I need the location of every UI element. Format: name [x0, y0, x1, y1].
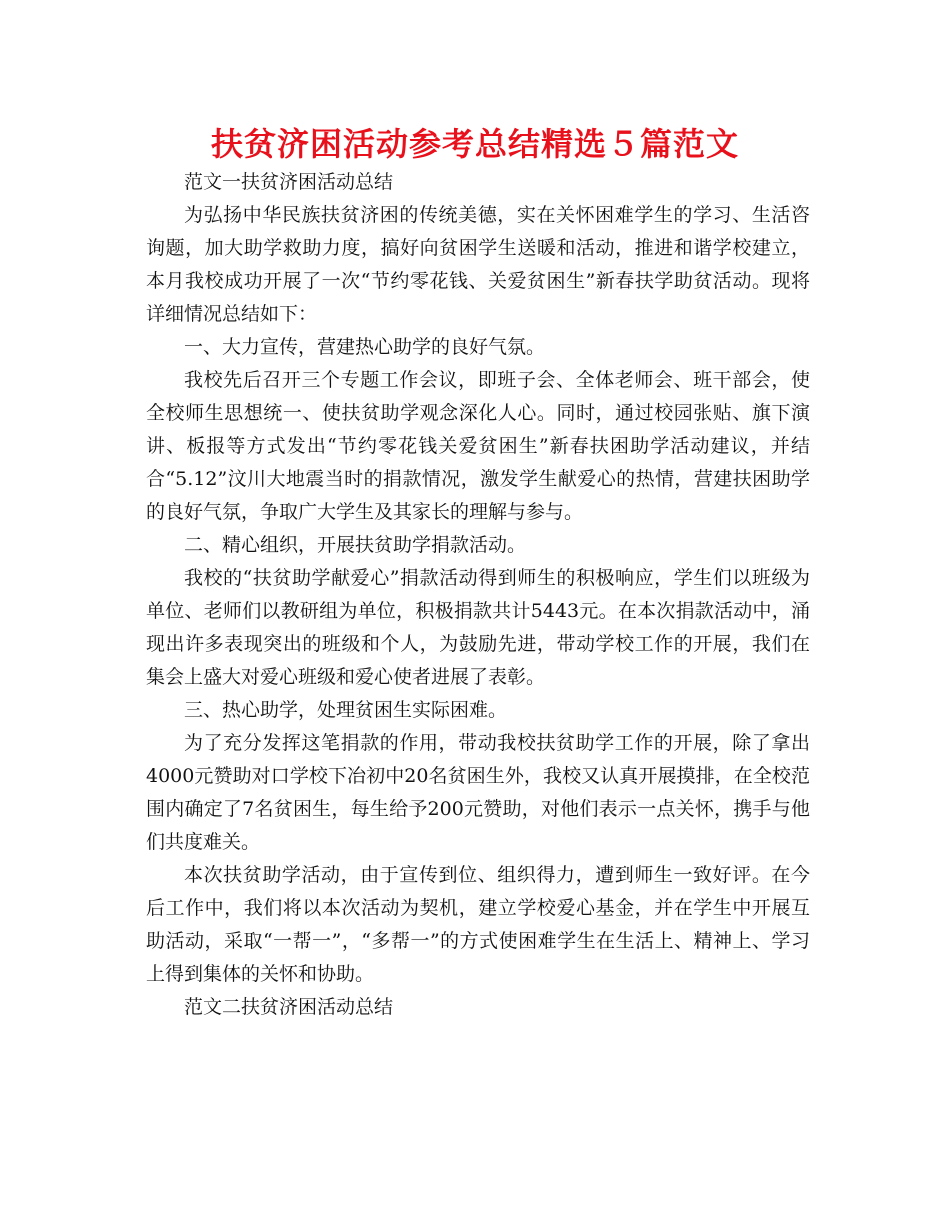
section-heading-2: 二、精心组织，开展扶贫助学捐款活动。 — [184, 534, 527, 556]
paragraph-donation: 我校的“扶贫助学献爱心”捐款活动得到师生的积极响应，学生们以班级为单位、老师们以教研组为单位，积极捐款共计5443元。在本次捐款活动中，涌现出许多表现突出的班级和个人，为鼓励先进，带动学校工作的开展，我们在集会上盛大对爱心班级和爱心使者进展了表彰。 — [146, 567, 810, 688]
section-heading-essay-1: 范文一扶贫济困活动总结 — [184, 171, 394, 193]
section-heading-3: 三、热心助学，处理贫困生实际困难。 — [184, 699, 508, 721]
paragraph-intro: 为弘扬中华民族扶贫济困的传统美德，实在关怀困难学生的学习、生活咨询题，加大助学救助力度，搞好向贫困学生送暖和活动，推进和谐学校建立，本月我校成功开展了一次“节约零花钱、关爱贫困生”新春扶学助贫活动。现将详细情况总结如下： — [146, 204, 810, 325]
paragraph-summary: 本次扶贫助学活动，由于宣传到位、组织得力，遭到师生一致好评。在今后工作中，我们将以本次活动为契机，建立学校爱心基金，并在学生中开展互助活动，采取“一帮一”，“多帮一”的方式使困难学生在生活上、精神上、学习上得到集体的关怀和协助。 — [146, 864, 810, 985]
document-title: 扶贫济困活动参考总结精选５篇范文 — [210, 125, 739, 163]
paragraph-publicity: 我校先后召开三个专题工作会议，即班子会、全体老师会、班干部会，使全校师生思想统一、使扶贫助学观念深化人心。同时，通过校园张贴、旗下演讲、板报等方式发出“节约零花钱关爱贫困生”新春扶困助学活动建议，并结合“5.12”汶川大地震当时的捐款情况，激发学生献爱心的热情，营建扶困助学的良好气氛，争取广大学生及其家长的理解与参与。 — [146, 369, 810, 523]
section-heading-essay-2: 范文二扶贫济困活动总结 — [184, 996, 394, 1018]
section-heading-1: 一、大力宣传，营建热心助学的良好气氛。 — [184, 336, 546, 358]
paragraph-assistance: 为了充分发挥这笔捐款的作用，带动我校扶贫助学工作的开展，除了拿出4000元赞助对口学校下冶初中20名贫困生外，我校又认真开展摸排，在全校范围内确定了7名贫困生，每生给予200元赞助，对他们表示一点关怀，携手与他们共度难关。 — [146, 732, 810, 853]
document-body — [146, 166, 810, 1024]
